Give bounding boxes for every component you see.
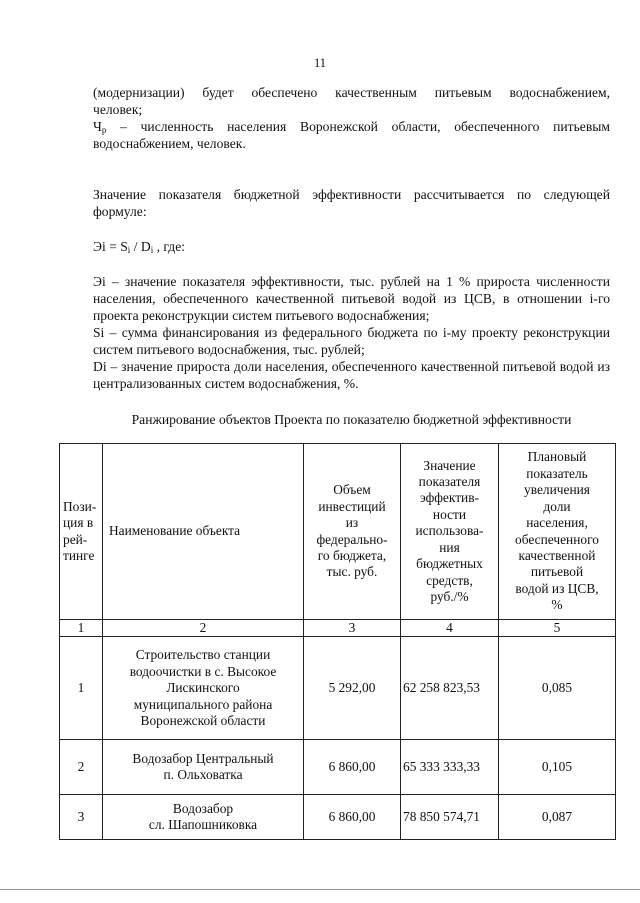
definition-ei: Эi – значение показателя эффективности, тыс. рублей на 1 % прироста численности населения, обеспеченного качественной питьевой водой из ЦСВ, в отношении i-го проекта реконструкции систем питьевого водоснабжения; bbox=[93, 274, 610, 323]
page-bottom-rule bbox=[0, 889, 640, 890]
definitions bbox=[93, 273, 610, 392]
table-row: 3 Водозабор сл. Шапошниковка 6 860,00 78 850 574,71 0,087 bbox=[60, 795, 616, 840]
intro-line-1: (модернизации) будет обеспечено качественным питьевым водоснабжением, bbox=[93, 85, 610, 100]
intro-line-2: человек; bbox=[93, 102, 143, 117]
chr-definition bbox=[93, 118, 610, 152]
chr-subscript: р bbox=[101, 125, 107, 135]
header-name: Наименование объекта bbox=[103, 444, 304, 620]
definition-si: Si – сумма финансирования из федерального бюджета по i-му проекту реконструкции систем питьевого водоснабжения, тыс. рублей; bbox=[93, 325, 610, 357]
table-header-row bbox=[60, 444, 616, 620]
chr-symbol: Ч bbox=[93, 119, 102, 134]
table-title: Ранжирование объектов Проекта по показателю бюджетной эффективности bbox=[131, 412, 572, 427]
intro-paragraph bbox=[93, 84, 610, 118]
column-number-row: 1 2 3 4 5 bbox=[60, 620, 616, 637]
header-increase: Плановый показатель увеличения доли населения, обеспеченного качественной питьевой водой из ЦСВ, % bbox=[499, 444, 616, 620]
header-investment: Объем инвестиций из федерально- го бюджета, тыс. руб. bbox=[304, 444, 401, 620]
chr-text: – численность населения Воронежской области, обеспеченного питьевым водоснабжением, человек. bbox=[93, 119, 610, 151]
table-row: 2 Водозабор Центральный п. Ольховатка 6 860,00 65 333 333,33 0,105 bbox=[60, 740, 616, 795]
definition-di: Di – значение прироста доли населения, обеспеченного качественной питьевой водой из централизованных систем водоснабжения, %. bbox=[93, 359, 610, 391]
ranking-table bbox=[59, 443, 616, 840]
header-position: Пози- ция в рей- тинге bbox=[60, 444, 103, 620]
header-efficiency: Значение показателя эффектив- ности использова- ния бюджетных средств, руб./% bbox=[401, 444, 499, 620]
formula-intro: Значение показателя бюджетной эффективности рассчитывается по следующей формуле: bbox=[93, 187, 610, 219]
page-number: 11 bbox=[313, 56, 327, 70]
formula: Эi = $S_i / D_i$ , где: bbox=[93, 239, 186, 255]
table-row: 1 Строительство станции водоочистки в с. Высокое Лискинского муниципального района Воронежской области 5 292,00 62 258 823,53 0,085 bbox=[60, 637, 616, 740]
